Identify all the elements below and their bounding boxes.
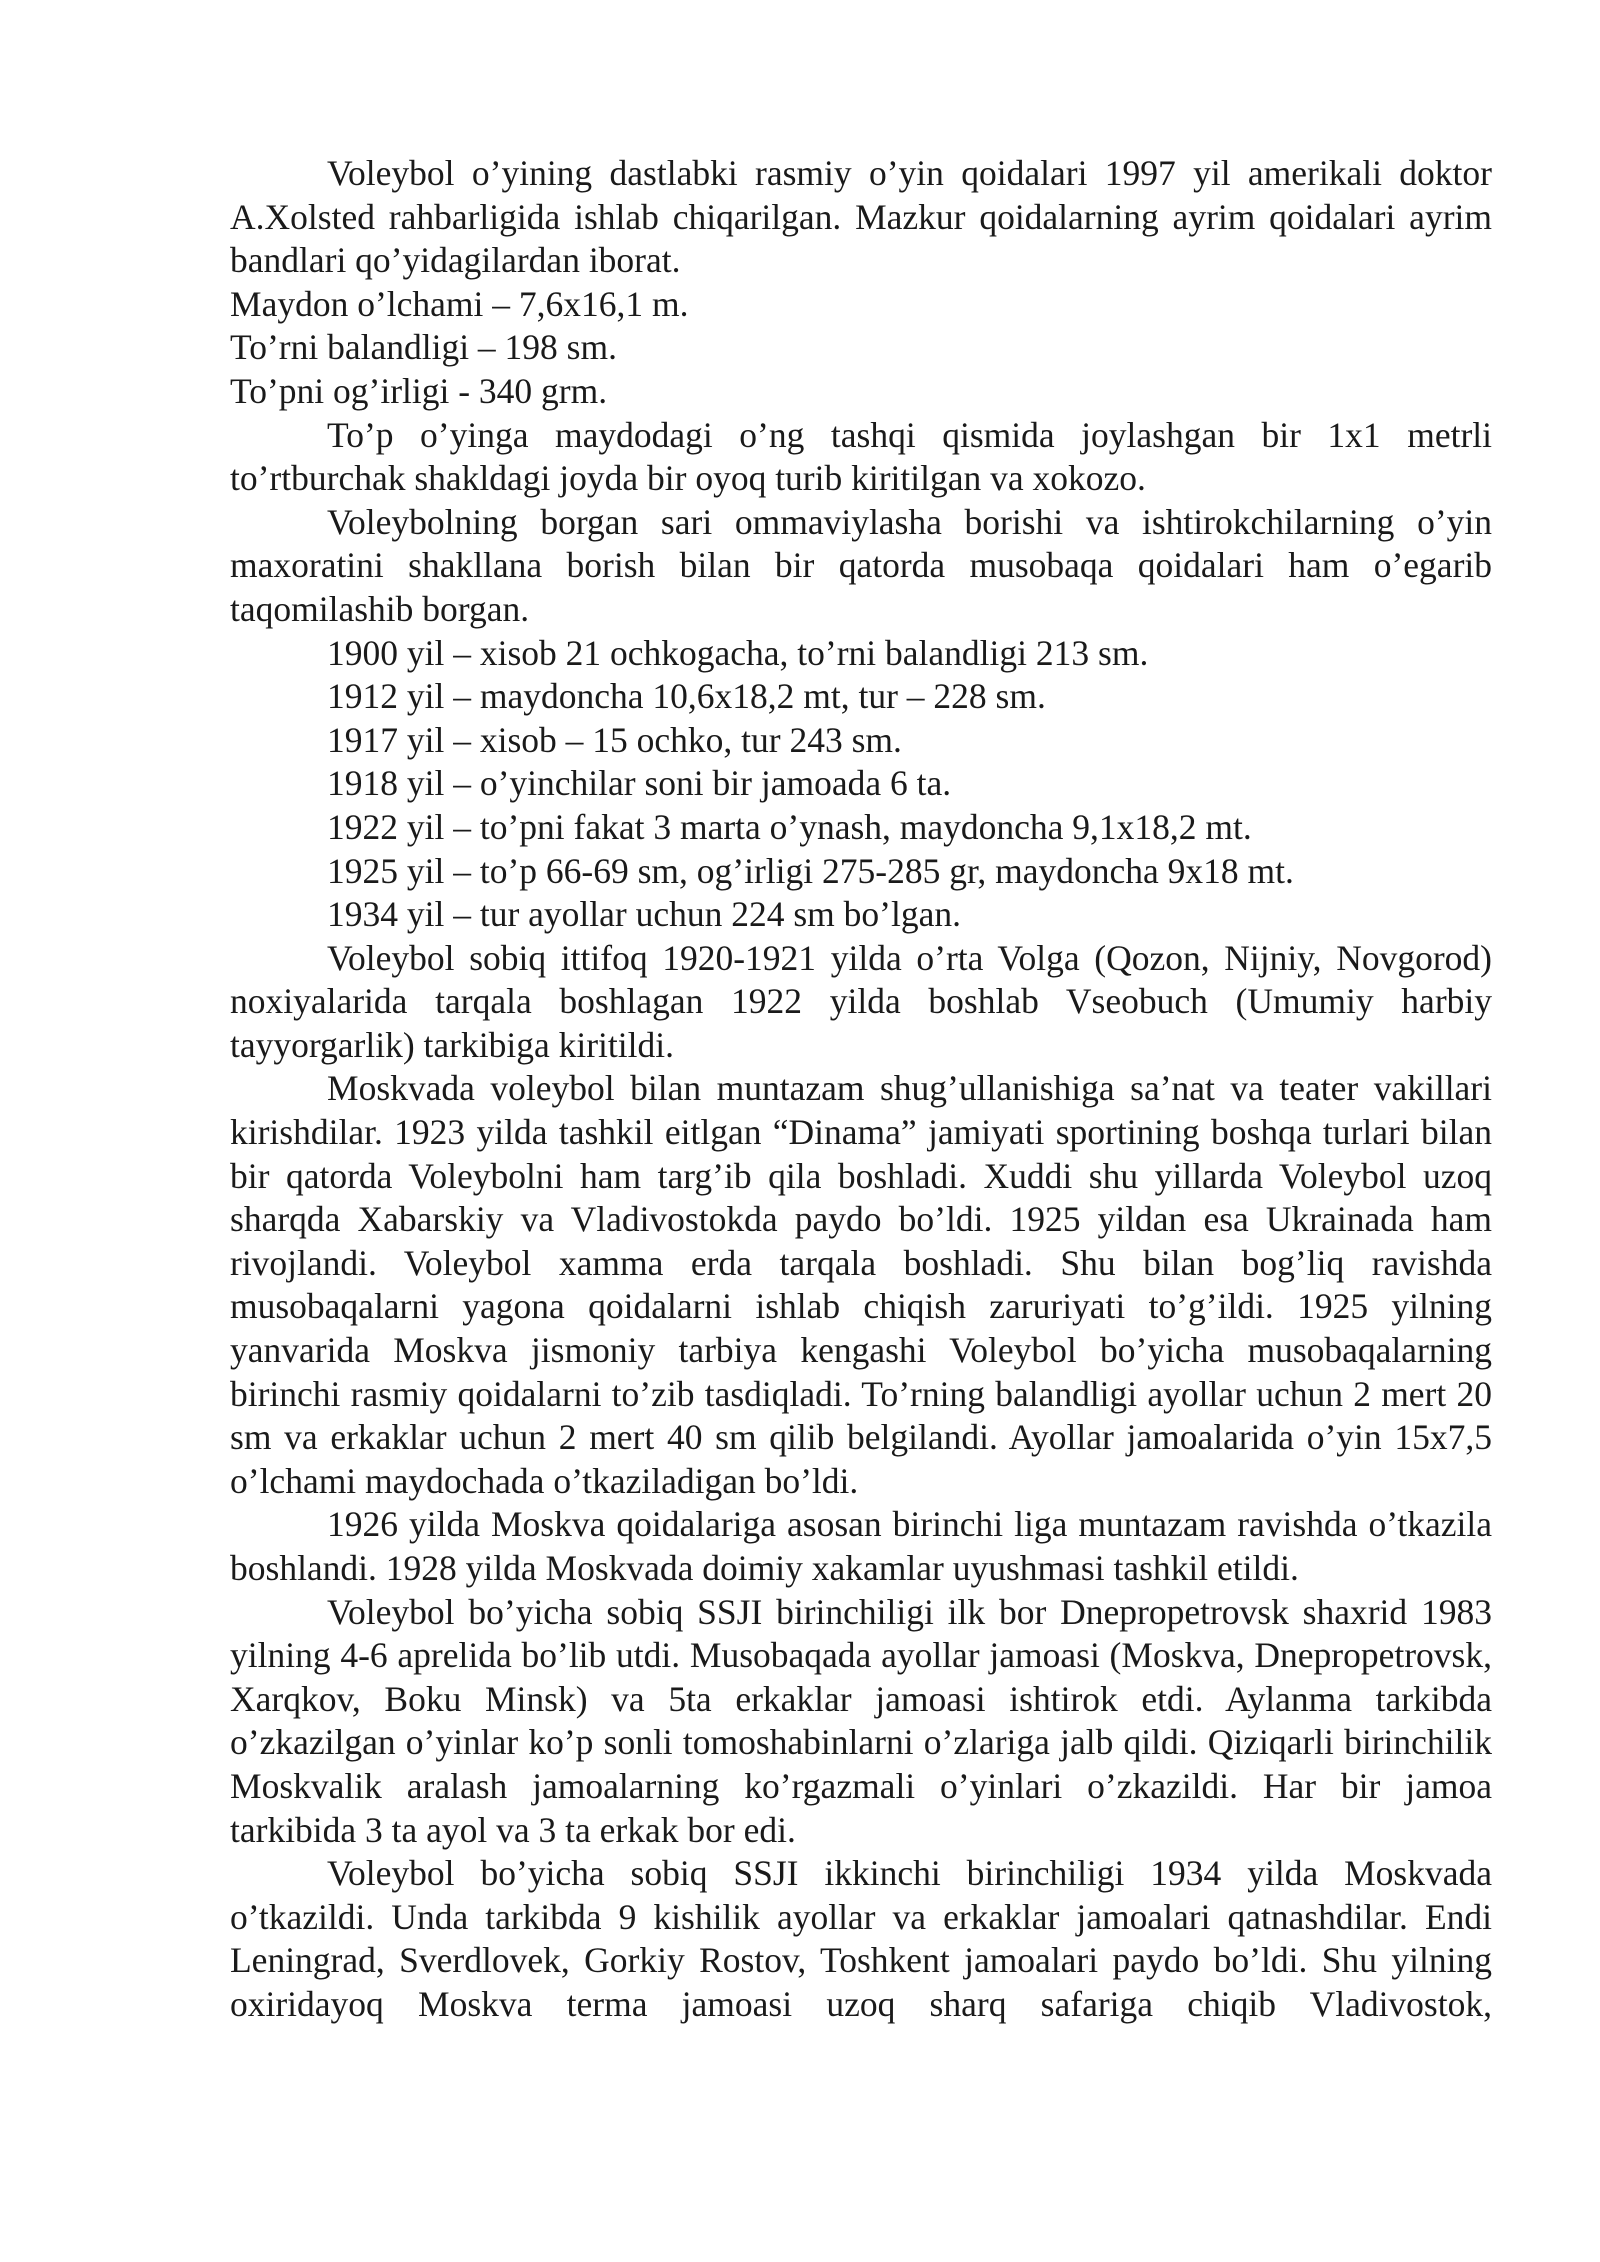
- paragraph-first-championship: Voleybol bo’yicha sobiq SSJI birinchiligi ilk bor Dnepropetrovsk shaxrid 1983 yilning 4-6 aprelida bo’lib utdi. Musobaqada ayollar jamoasi (Moskva, Dnepropetrovsk, Xarqkov, Boku Minsk) va 5ta erkaklar jamoasi ishtirok etdi. Aylanma tarkibda o’zkazilgan o’yinlar ko’p sonli tomoshabinlarni o’zlariga jalb qildi. Qiziqarli birinchilik Moskvalik aralash jamoalarning ko’rgazmali o’yinlari o’zkazildi. Har bir jamoa tarkibida 3 ta ayol va 3 ta erkak bor edi.: [230, 1591, 1492, 1850]
- timeline-item-1912: 1912 yil – maydoncha 10,6x18,2 mt, tur – 228 sm.: [327, 676, 1046, 717]
- paragraph-volga-spread: Voleybol sobiq ittifoq 1920-1921 yilda o’rta Volga (Qozon, Nijniy, Novgorod) noxiyalarida tarqala boshlagan 1922 yilda boshlab Vseobuch (Umumiy harbiy tayyorgarlik) tarkibiga kiritildi.: [230, 937, 1492, 1065]
- paragraph-first-rules: Voleybol o’yining dastlabki rasmiy o’yin qoidalari 1997 yil amerikali doktor A.Xolsted rahbarligida ishlab chiqarilgan. Mazkur qoidalarning ayrim qoidalari ayrim bandlari qo’yidagilardan iborat.: [230, 153, 1492, 281]
- paragraph-serve-rule: To’p o’yinga maydodagi o’ng tashqi qismida joylashgan bir 1x1 metrli to’rtburchak shakldagi joyda bir oyoq turib kiritilgan va xokozo.: [230, 414, 1492, 499]
- timeline-item-1934: 1934 yil – tur ayollar uchun 224 sm bo’lgan.: [327, 894, 961, 935]
- document-page: [230, 152, 1492, 2027]
- timeline-item-1918: 1918 yil – o’yinchilar soni bir jamoada 6 ta.: [327, 763, 952, 804]
- paragraph-second-championship: Voleybol bo’yicha sobiq SSJI ikkinchi birinchiligi 1934 yilda Moskvada o’tkazildi. Unda tarkibda 9 kishilik ayollar va erkaklar jamoalari qatnashdilar. Endi Leningrad, Sverdlovek, Gorkiy Rostov, Toshkent jamoalari paydo bo’ldi. Shu yilning oxiridayoq Moskva terma jamoasi uzoq sharq safariga chiqib Vladivostok,: [230, 1853, 1492, 2024]
- paragraph-first-league: 1926 yilda Moskva qoidalariga asosan birinchi liga muntazam ravishda o’tkazila boshlandi. 1928 yilda Moskvada doimiy xakamlar uyushmasi tashkil etildi.: [230, 1504, 1492, 1588]
- line-ball-weight: To’pni og’irligi - 340 grm.: [230, 370, 608, 411]
- line-court-size: Maydon o’lchami – 7,6x16,1 m.: [230, 283, 689, 324]
- paragraph-moscow-development: Moskvada voleybol bilan muntazam shug’ullanishiga sa’nat va teater vakillari kirishdilar. 1923 yilda tashkil eitlgan “Dinama” jamiyati sportining boshqa turlari bilan bir qatorda Voleybolni ham targ’ib qila boshladi. Xuddi shu yillarda Voleybol uzoq sharqda Xabarskiy va Vladivostokda paydo bo’ldi. 1925 yildan esa Ukrainada ham rivojlandi. Voleybol xamma erda tarqala boshladi. Shu bilan bog’liq ravishda musobaqalarni yagona qoidalarni ishlab chiqish zaruriyati to’g’ildi. 1925 yilning yanvarida Moskva jismoniy tarbiya kengashi Voleybol bo’yicha musobaqalarning birinchi rasmiy qoidalarni to’zib tasdiqladi. To’rning balandligi ayollar uchun 2 mert 20 sm va erkaklar uchun 2 mert 40 sm qilib belgilandi. Ayollar jamoalarida o’yin 15x7,5 o’lchami maydochada o’tkaziladigan bo’ldi.: [230, 1068, 1492, 1501]
- line-net-height: To’rni balandligi – 198 sm.: [230, 327, 617, 368]
- paragraph-rules-evolution: Voleybolning borgan sari ommaviylasha borishi va ishtirokchilarning o’yin maxoratini shakllana borish bilan bir qatorda musobaqa qoidalari ham o’egarib taqomilashib borgan.: [230, 501, 1492, 629]
- timeline-item-1925: 1925 yil – to’p 66-69 sm, og’irligi 275-285 gr, maydoncha 9x18 mt.: [327, 850, 1294, 891]
- timeline-item-1922: 1922 yil – to’pni fakat 3 marta o’ynash, maydoncha 9,1x18,2 mt.: [327, 806, 1252, 847]
- timeline-item-1917: 1917 yil – xisob – 15 ochko, tur 243 sm.: [327, 719, 902, 760]
- timeline-item-1900: 1900 yil – xisob 21 ochkogacha, to’rni balandligi 213 sm.: [327, 632, 1149, 673]
